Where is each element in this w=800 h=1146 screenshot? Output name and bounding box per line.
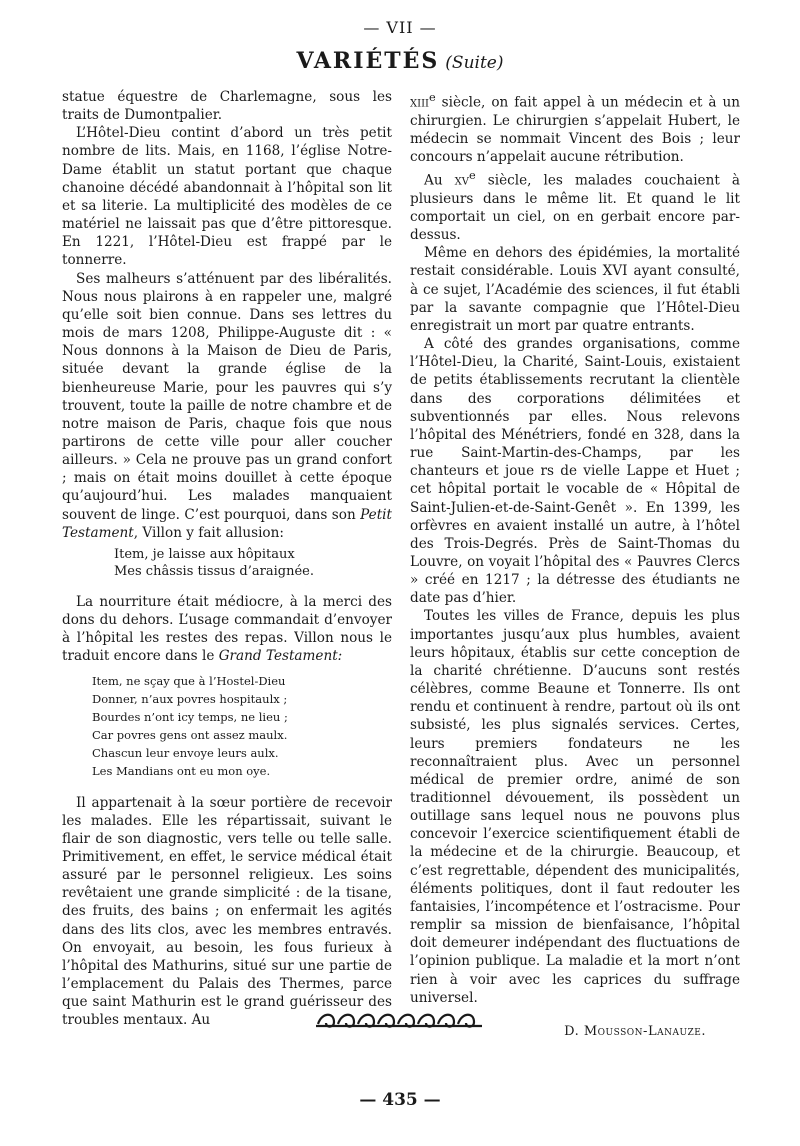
page-folio: — VII — (363, 18, 437, 37)
left-column (62, 88, 392, 1030)
paragraph: statue équestre de Charlemagne, sous les traits de Dumontpalier. (62, 89, 392, 124)
verse-line: Mes châssis tissus d’araignée. (114, 564, 314, 580)
verse-line: Item, ne sçay que à l’Hostel-Dieu (92, 673, 286, 688)
page-title (0, 48, 800, 74)
paragraph-text: siècle, on fait appel à un médecin et à un chirurgien. Le chirurgien s’appelait Hubert, le médecin se nommait Vincent des Bois ; leur concours n’appelait aucune rétribution. (410, 94, 740, 165)
verse-quote-grand-testament (92, 672, 392, 780)
paragraph: Toutes les villes de France, depuis les plus importantes jusqu’aux plus humbles, avaient leurs hôpitaux, établis sur cette conception de la charité chrétienne. D’aucuns sont restés célèbres, comme Beaune et Tonnerre. Ils ont rendu et continuent à rendre, partout où ils ont subsisté, les plus signalés services. Certes, leurs premiers fondateurs ne les reconnaîtraient plus. Avec un personnel médical de premier ordre, animé de son traditionnel dévouement, ils possèdent un outillage sans lequel nous ne pouvons plus concevoir l’exercice scientifiquement établi de la médecine et de la chirurgie. Beaucoup, et c’est regrettable, dépendent des municipalités, éléments politiques, dont il faut redouter les fantaisies, l’incompétence et l’ostracisme. Pour remplir sa mission de bienfaisance, l’hôpital doit demeurer indépendant des fluctuations de l’opinion publique. La maladie et la mort n’ont rien à voir avec les caprices du suffrage universel. (410, 608, 740, 1006)
paragraph (410, 166, 740, 244)
paragraph (62, 270, 392, 542)
verse-line: Item, je laisse aux hôpitaux (114, 546, 295, 562)
work-title: Petit Testament (62, 506, 392, 541)
paragraph: L’Hôtel-Dieu contint d’abord un très petit nombre de lits. Mais, en 1168, l’église Notre-Dame établit un statut portant que chaque chanoine décédé abandonnait à l’hôpital son lit et sa literie. La multiplicité des modèles de ce matériel ne laissait pas que d’être pittoresque. En 1221, l’Hôtel-Dieu est frappé par le tonnerre. (62, 125, 392, 269)
signature-name: Mousson-Lanauze. (583, 1023, 706, 1039)
paragraph-text: Ses malheurs s’atténuent par des libéralités. Nous nous plairons à en rappeler une, malgré qu’elle soit bien connue. Dans ses lettres du mois de mars 1208, Philippe-Auguste dit : « Nous donnons à la Maison de Dieu de Paris, située devant la grande église de la bienheureuse Marie, pour les pauvres qui s’y trouvent, toute la paille de notre chambre et de notre maison de Paris, chaque fois que nous partirons de cette ville pour aller coucher ailleurs. » Cela ne prouve pas un grand confort ; mais on était moins douillet à cette époque qu’aujourd’hui. Les malades manquaient souvent de linge. C’est pourquoi, dans son (62, 270, 392, 523)
paragraph: Il appartenait à la sœur portière de recevoir les malades. Elle les répartissait, suivant le flair de son diagnostic, vers telle ou telle salle. Primitivement, en effet, le service médical était assuré par le personnel religieux. Les soins revêtaient une grande simplicité : de la tisane, des fruits, des bains ; on enfermait les agités dans des lits clos, avec les membres entravés. On envoyait, au besoin, les fous furieux à l’hôpital des Mathurins, situé sur une partie de l’emplacement du Palais des Thermes, parce que saint Mathurin est le grand guérisseur des troubles mentaux. Au (62, 794, 392, 1029)
paragraph: A côté des grandes organisations, comme l’Hôtel-Dieu, la Charité, Saint-Louis, existaient de petits établissements recrutant la clientèle dans des corporations délimitées et subventionnés par elles. Nous relevons l’hôpital des Ménétriers, fondé en 328, dans la rue Saint-Martin-des-Champs, par les chanteurs et joue rs de vielle Lappe et Huet ; cet hôpital portait le vocable de « Hôpital de Saint-Julien-et-de-Saint-Genêt ». En 1399, les orfèvres en avaient installé un autre, à l’hôtel des Trois-Degrés. Près de Saint-Thomas du Louvre, on voyait l’hôpital des « Pauvres Clercs » créé en 1217 ; la détresse des étudiants ne date pas d’hier. (410, 336, 740, 607)
paragraph-text: , Villon y fait allusion: (133, 524, 284, 541)
section-title: VARIÉTÉS (296, 48, 440, 74)
right-column (410, 88, 740, 1041)
page-number: — 435 — (359, 1090, 441, 1110)
paragraph (410, 88, 740, 166)
paragraph-text: Au (424, 172, 455, 189)
verse-line: Car povres gens ont assez maulx. (92, 727, 288, 742)
superscript: e (428, 90, 436, 104)
century-numeral: xiii (410, 94, 429, 111)
verse-line: Donner, n’aux povres hospitaulx ; (92, 691, 288, 706)
section-subtitle: (Suite) (445, 53, 504, 73)
paragraph-text: La nourriture était médiocre, à la merci des dons du dehors. L’usage commandait d’envoyer à l’hôpital les restes des repas. Villon nous le traduit encore dans le (62, 593, 392, 665)
superscript: e (468, 168, 476, 183)
verse-quote-petit-testament (114, 546, 392, 581)
verse-line: Les Mandians ont eu mon oye. (92, 763, 271, 778)
century-numeral: xv (454, 172, 469, 189)
paragraph: Même en dehors des épidémies, la mortalité restait considérable. Louis XVI ayant consulté, à ce sujet, l’Académie des sciences, il fut établi par la savante compagnie que l’Hôtel-Dieu enregistrait un mort par quatre entrants. (410, 245, 740, 334)
wave-scroll-ornament-icon (0, 1004, 800, 1034)
verse-line: Chascun leur envoye leurs aulx. (92, 745, 279, 760)
verse-line: Bourdes n’ont icy temps, ne lieu ; (92, 709, 288, 724)
paragraph (62, 593, 392, 666)
signature-initial: D. (564, 1023, 580, 1039)
paragraph-text: siècle, les malades couchaient à plusieurs dans le même lit. Et quand le lit comportait un ciel, on en gerbait encore par-dessus. (410, 172, 740, 244)
work-title: Grand Testament: (218, 648, 343, 665)
